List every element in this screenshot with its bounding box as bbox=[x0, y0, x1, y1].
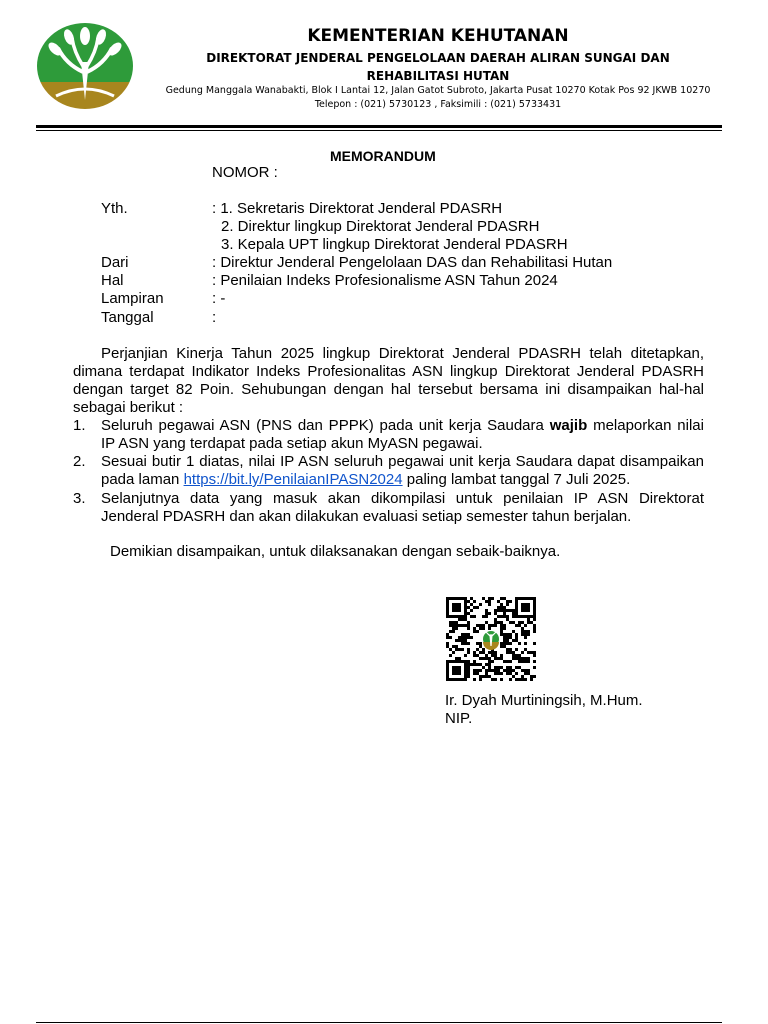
tanggal-value: : bbox=[212, 309, 217, 326]
hal-label: Hal bbox=[101, 272, 124, 289]
list-item-number: 3. bbox=[73, 490, 86, 507]
list-item-number: 2. bbox=[73, 453, 86, 470]
list-item-1-line-2: IP ASN yang terdapat pada setiap akun MyASN pegawai. bbox=[101, 435, 483, 452]
list-item-3-line-2: Jenderal PDASRH dan akan dilakukan evaluasi setiap semester tahun berjalan. bbox=[101, 508, 632, 525]
list-item-1-line-1: Seluruh pegawai ASN (PNS dan PPPK) pada unit kerja Saudara wajib melaporkan nilai bbox=[101, 417, 704, 434]
signatory-nip: NIP. bbox=[445, 710, 473, 727]
lampiran-label: Lampiran bbox=[101, 290, 164, 307]
list-item-2-line-1: Sesuai butir 1 diatas, nilai IP ASN seluruh pegawai unit kerja Saudara dapat disampaikan bbox=[101, 453, 704, 470]
recipient-2: 2. Direktur lingkup Direktorat Jenderal PDASRH bbox=[221, 218, 540, 235]
yth-label: Yth. bbox=[101, 200, 128, 217]
dari-value: : Direktur Jenderal Pengelolaan DAS dan Rehabilitasi Hutan bbox=[212, 254, 613, 271]
intro-line-2: dimana terdapat Indikator Indeks Profesionalitas ASN lingkup Direktorat Jenderal PDASRH bbox=[73, 363, 704, 380]
office-phone: Telepon : (021) 5730123 , Faksimili : (021) 5733431 bbox=[314, 99, 562, 110]
directorate-name-line2: REHABILITASI HUTAN bbox=[366, 69, 510, 83]
letterhead-divider-thick bbox=[36, 125, 722, 128]
office-address: Gedung Manggala Wanabakti, Blok I Lantai 12, Jalan Gatot Subroto, Jakarta Pusat 10270 Kotak Pos 92 JKWB 10270 bbox=[165, 85, 711, 96]
memo-number: NOMOR : bbox=[212, 164, 278, 181]
list-item-3-line-1: Selanjutnya data yang masuk akan dikompilasi untuk penilaian IP ASN Direktorat bbox=[101, 490, 704, 507]
list-item-number: 1. bbox=[73, 417, 86, 434]
page-bottom-rule bbox=[36, 1022, 722, 1023]
signatory-name: Ir. Dyah Murtiningsih, M.Hum. bbox=[445, 692, 643, 709]
letterhead-divider-thin bbox=[36, 130, 722, 131]
recipient-1: : 1. Sekretaris Direktorat Jenderal PDASRH bbox=[212, 200, 503, 217]
hal-value: : Penilaian Indeks Profesionalisme ASN Tahun 2024 bbox=[212, 272, 558, 289]
tanggal-label: Tanggal bbox=[101, 309, 154, 326]
emphasis-wajib: wajib bbox=[549, 417, 588, 434]
intro-line-4: sebagai berikut : bbox=[73, 399, 184, 416]
closing-sentence: Demikian disampaikan, untuk dilaksanakan dengan sebaik-baiknya. bbox=[110, 543, 561, 560]
ministry-name: KEMENTERIAN KEHUTANAN bbox=[307, 26, 569, 46]
ministry-logo bbox=[36, 22, 134, 110]
survey-link[interactable]: https://bit.ly/PenilaianIPASN2024 bbox=[183, 471, 403, 488]
directorate-name-line1: DIREKTORAT JENDERAL PENGELOLAAN DAERAH ALIRAN SUNGAI DAN bbox=[206, 51, 670, 65]
list-item-2-line-2: pada laman https://bit.ly/PenilaianIPASN2024 paling lambat tanggal 7 Juli 2025. bbox=[101, 471, 631, 488]
memo-title: MEMORANDUM bbox=[330, 148, 436, 164]
recipient-3: 3. Kepala UPT lingkup Direktorat Jenderal PDASRH bbox=[221, 236, 568, 253]
lampiran-value: : - bbox=[212, 290, 226, 307]
signature-qr-code bbox=[446, 597, 536, 681]
intro-line-1: Perjanjian Kinerja Tahun 2025 lingkup Direktorat Jenderal PDASRH telah ditetapkan, bbox=[101, 345, 704, 362]
dari-label: Dari bbox=[101, 254, 129, 271]
intro-line-3: dengan target 82 Poin. Sehubungan dengan hal tersebut bersama ini disampaikan hal-hal bbox=[73, 381, 704, 398]
